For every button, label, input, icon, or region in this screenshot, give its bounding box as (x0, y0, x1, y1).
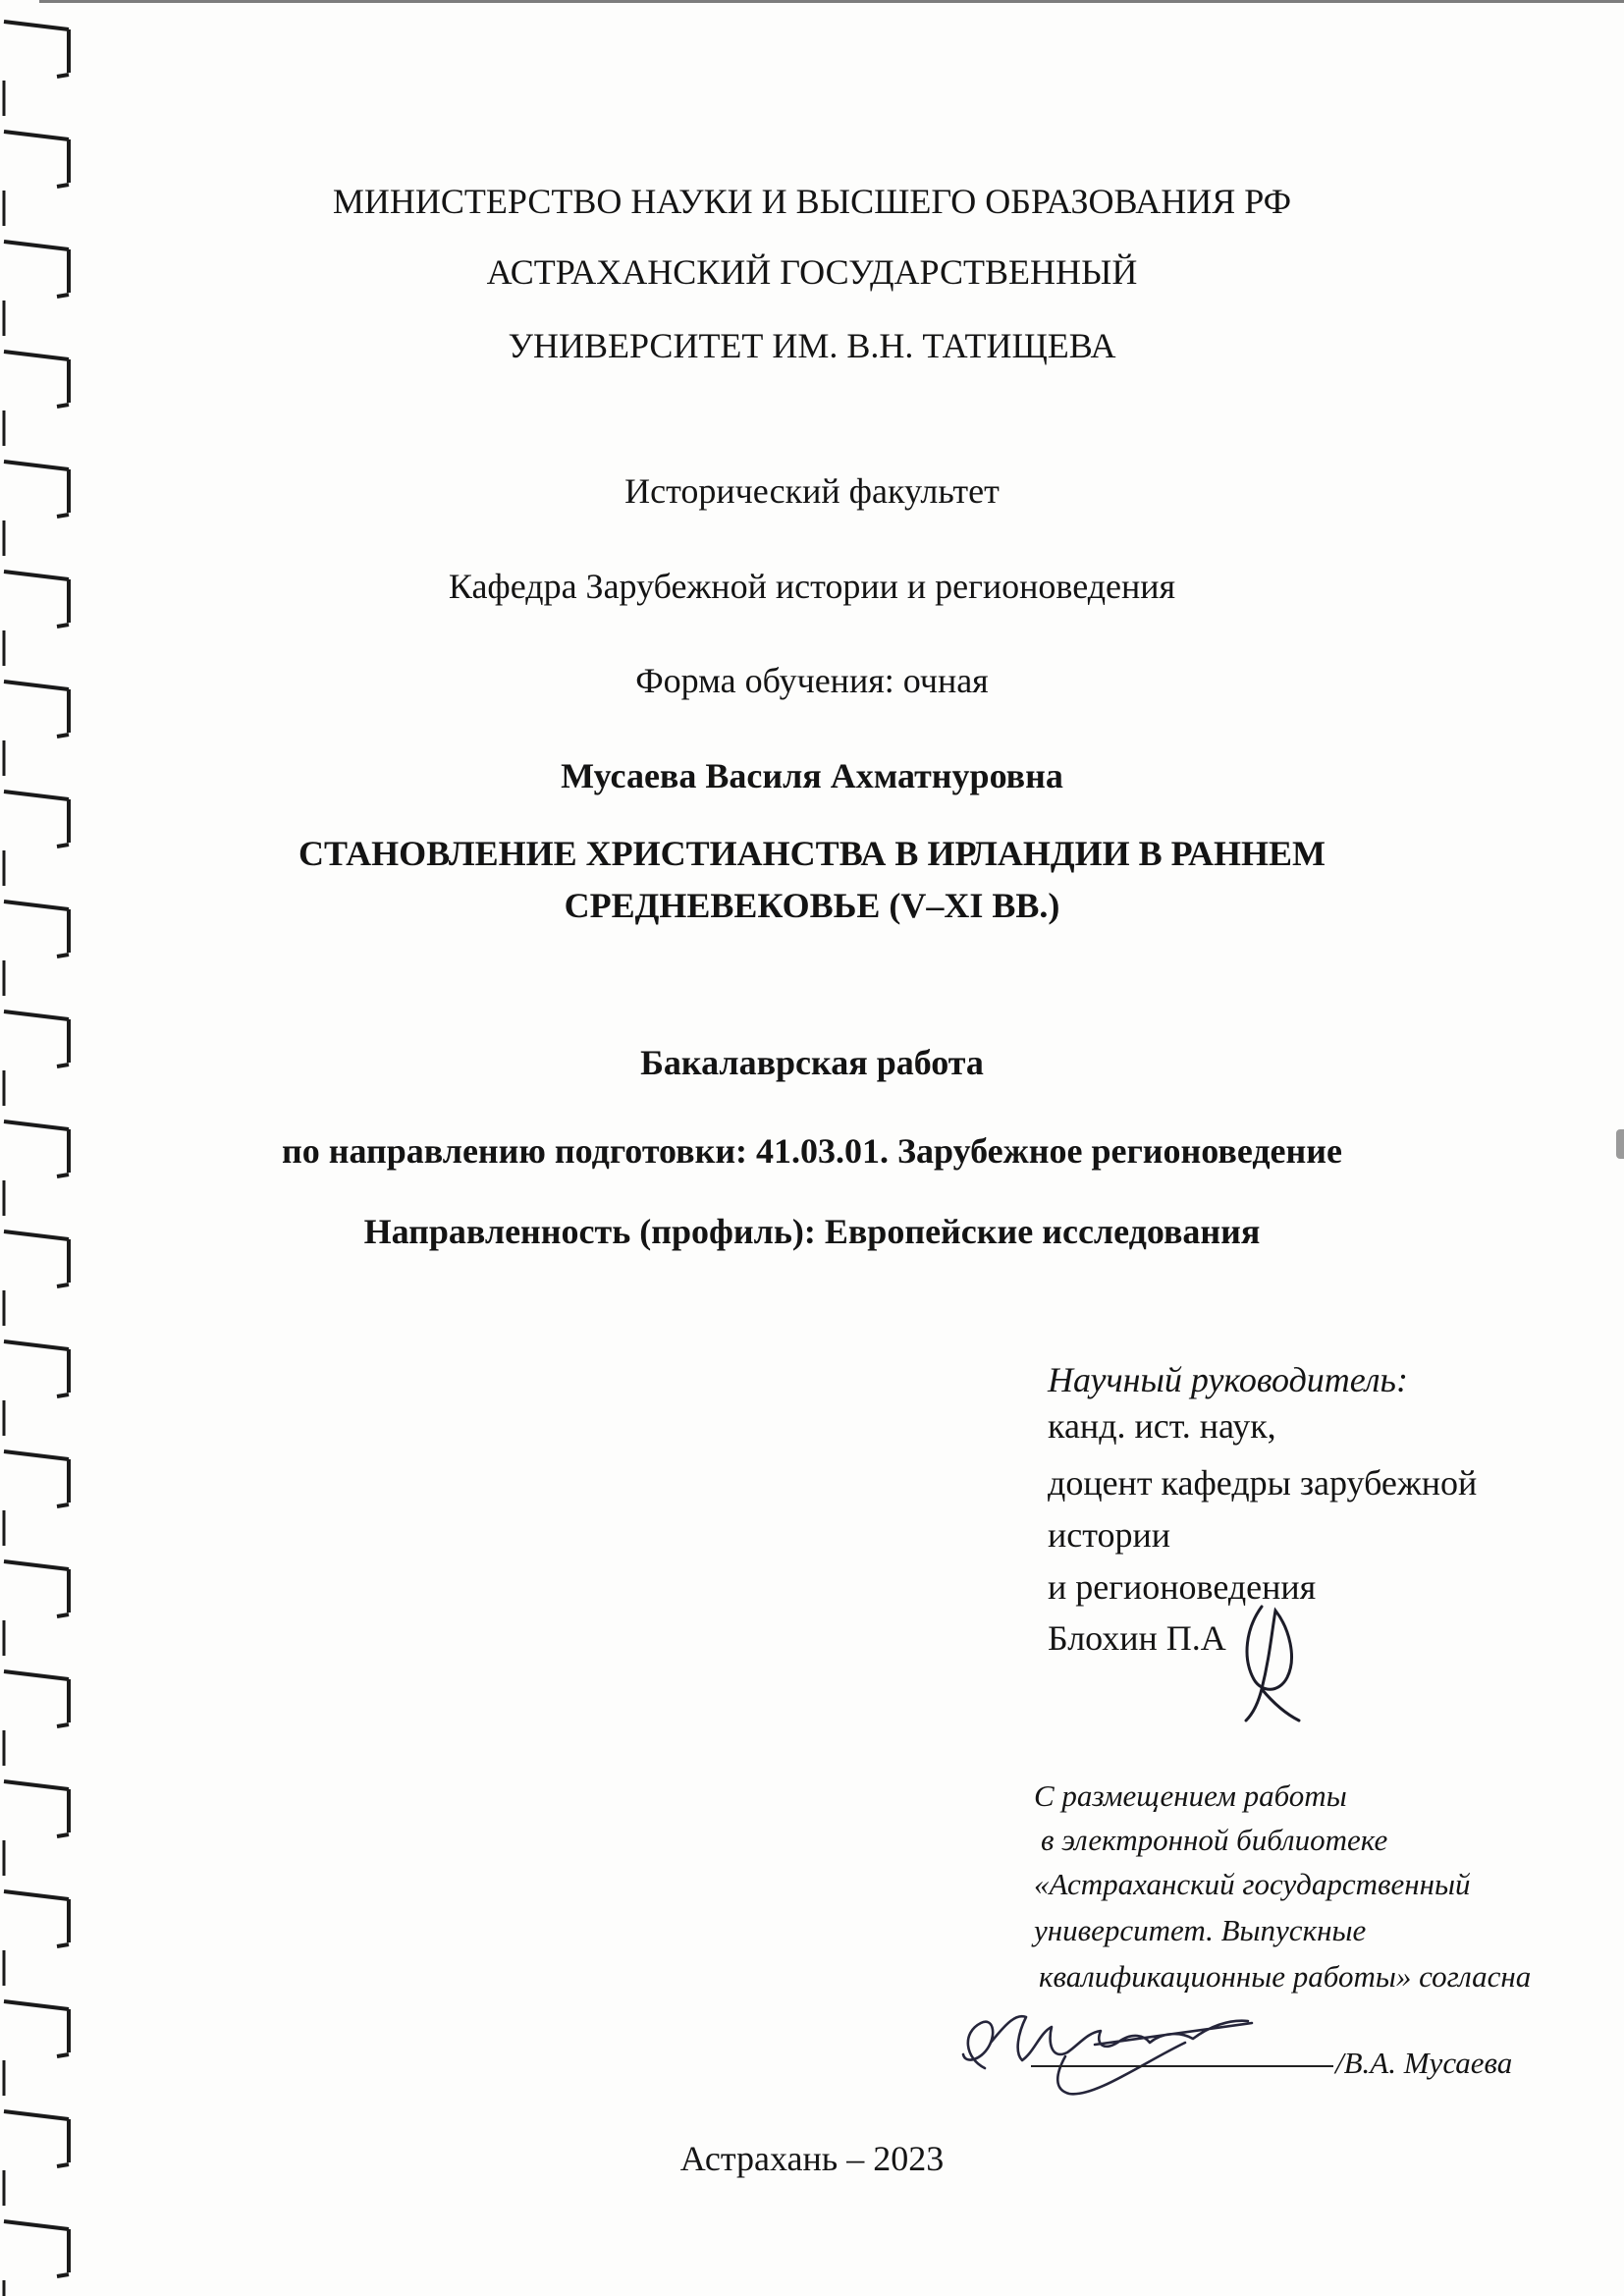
author-signature (957, 1984, 1281, 2111)
thesis-title-line-2: СРЕДНЕВЕКОВЬЕ (V–XI ВВ.) (564, 886, 1060, 925)
supervisor-degree: канд. ист. наук, (1048, 1406, 1276, 1446)
study-form: Форма обучения: очная (635, 661, 989, 700)
supervisor-position-1: доцент кафедры зарубежной (1048, 1463, 1478, 1503)
binding-ring (4, 1781, 69, 1836)
binding-ring (4, 2221, 69, 2276)
consent-signer: /В.А. Мусаева (1335, 2046, 1513, 2080)
binding-ring (4, 1561, 69, 1616)
binding-ring (4, 132, 69, 187)
consent-line-2: в электронной библиотеке (1041, 1823, 1388, 1857)
university-line-2: УНИВЕРСИТЕТ ИМ. В.Н. ТАТИЩЕВА (508, 326, 1116, 365)
university-line-1: АСТРАХАНСКИЙ ГОСУДАРСТВЕННЫЙ (486, 252, 1138, 292)
binding-ring (4, 2001, 69, 2056)
supervisor-signature (1232, 1599, 1321, 1726)
department: Кафедра Зарубежной истории и регионоведения (448, 567, 1176, 606)
binding-ring (4, 22, 69, 77)
signature-underline (1031, 2065, 1333, 2067)
consent-line-1: С размещением работы (1034, 1778, 1347, 1813)
supervisor-position-3: и регионоведения (1048, 1567, 1317, 1607)
binding-ring (4, 1341, 69, 1396)
thesis-title-line-1: СТАНОВЛЕНИЕ ХРИСТИАНСТВА В ИРЛАНДИИ В РАННЕМ (298, 834, 1326, 873)
binding-ring (4, 1671, 69, 1726)
training-direction: по направлению подготовки: 41.03.01. Зарубежное регионоведение (282, 1131, 1342, 1171)
profile: Направленность (профиль): Европейские исследования (363, 1212, 1261, 1251)
consent-line-3: «Астраханский государственный (1034, 1867, 1471, 1901)
supervisor-position-2: истории (1048, 1515, 1171, 1555)
binding-ring (4, 1891, 69, 1946)
consent-line-5: квалификационные работы» согласна (1039, 1959, 1532, 1994)
supervisor-label: Научный руководитель: (1048, 1360, 1408, 1399)
consent-line-4: университет. Выпускные (1034, 1913, 1367, 1947)
city-year: Астрахань – 2023 (679, 2139, 945, 2178)
supervisor-name: Блохин П.А (1048, 1618, 1226, 1658)
work-type: Бакалаврская работа (640, 1043, 984, 1082)
faculty: Исторический факультет (624, 471, 1000, 511)
ministry-line: МИНИСТЕРСТВО НАУКИ И ВЫСШЕГО ОБРАЗОВАНИЯ РФ (332, 182, 1292, 221)
author-name: Мусаева Василя Ахматнуровна (561, 756, 1063, 795)
page-top-edge (39, 0, 1624, 3)
binding-ring (4, 1451, 69, 1506)
